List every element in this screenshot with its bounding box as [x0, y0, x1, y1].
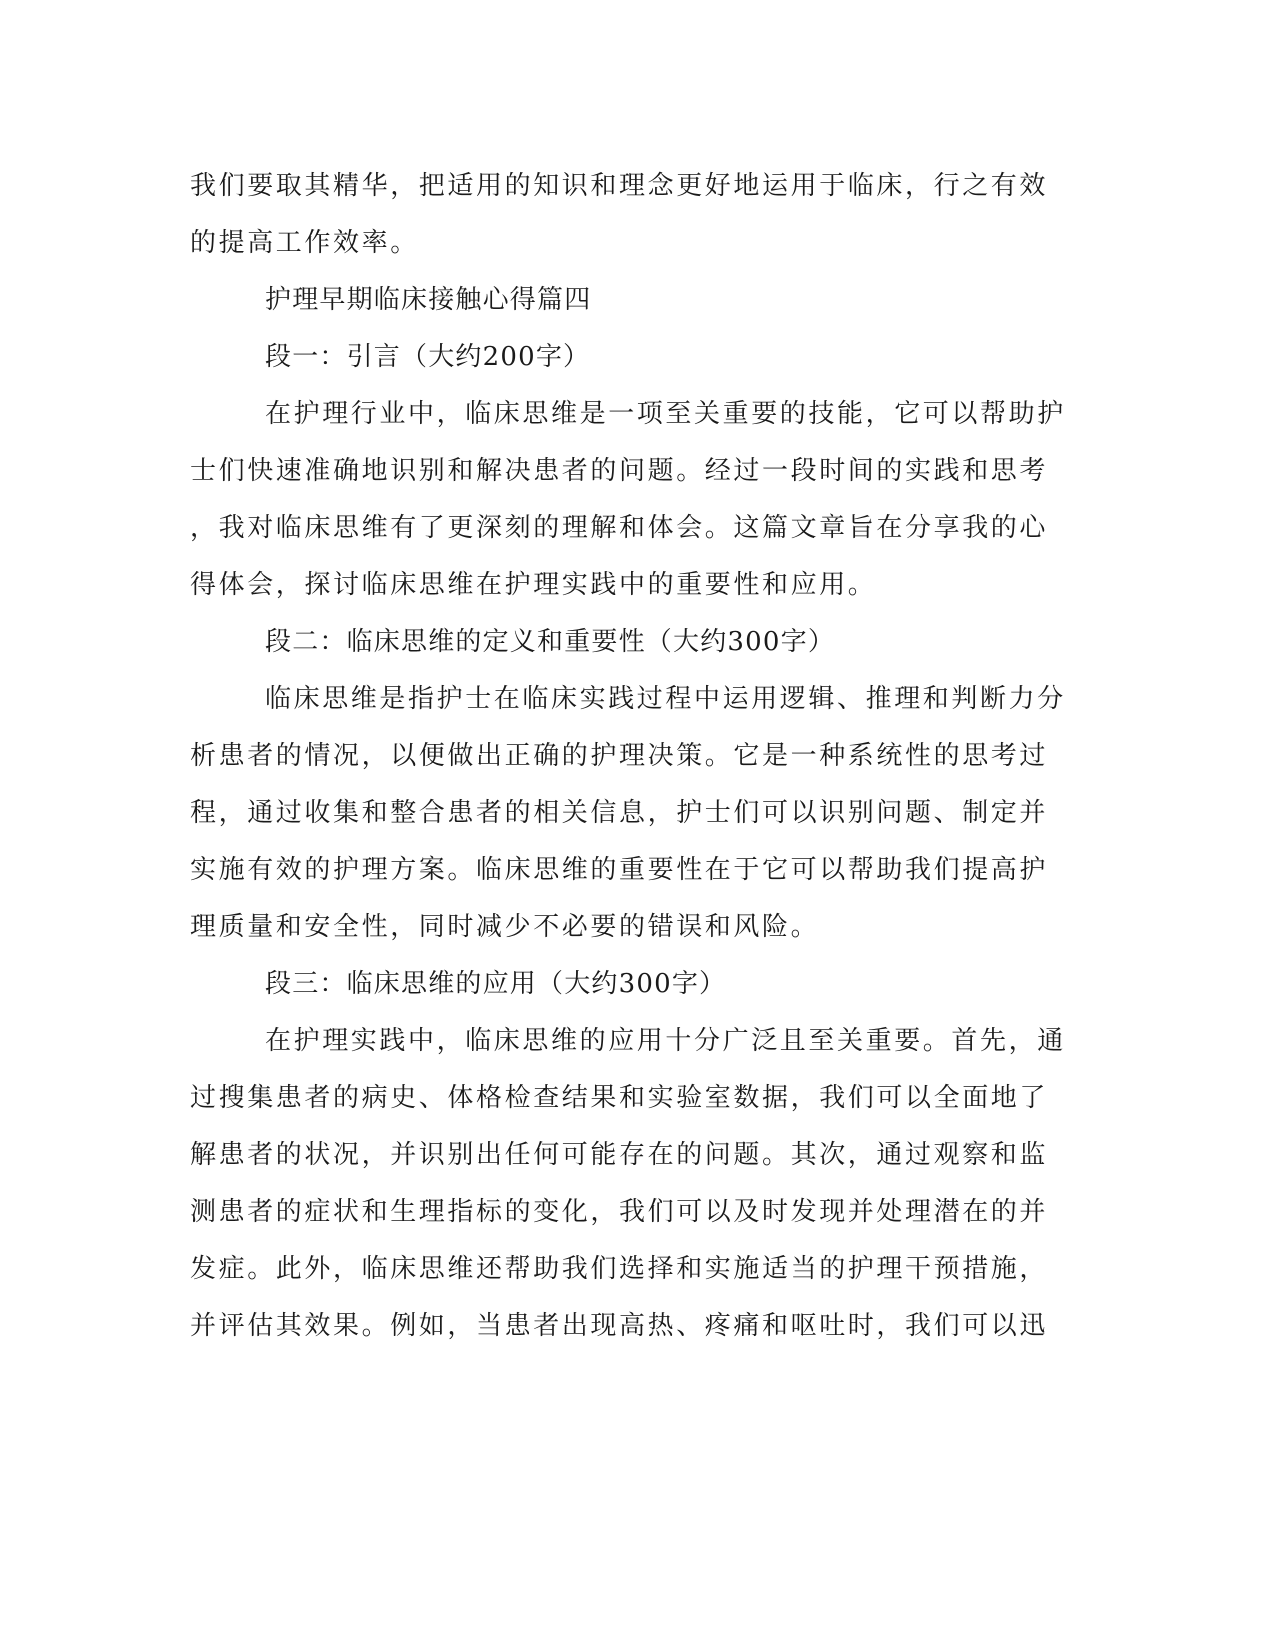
text-line: 发症。此外，临床思维还帮助我们选择和实施适当的护理干预措施，: [190, 1254, 1049, 1284]
text-line: 解患者的状况，并识别出任何可能存在的问题。其次，通过观察和监: [190, 1140, 1049, 1170]
text-line: 测患者的症状和生理指标的变化，我们可以及时发现并处理潜在的并: [190, 1197, 1049, 1227]
section-heading-intro: 段一：引言（大约200字）: [265, 342, 591, 372]
text-line: 过搜集患者的病史、体格检查结果和实验室数据，我们可以全面地了: [190, 1083, 1049, 1113]
text-line: 实施有效的护理方案。临床思维的重要性在于它可以帮助我们提高护: [190, 855, 1049, 885]
section-heading-definition: 段二：临床思维的定义和重要性（大约300字）: [265, 627, 836, 657]
text-line: ，我对临床思维有了更深刻的理解和体会。这篇文章旨在分享我的心: [190, 513, 1049, 543]
text-line: 在护理行业中，临床思维是一项至关重要的技能，它可以帮助护: [265, 399, 1066, 429]
document-body: [190, 158, 1080, 1355]
text-line: 士们快速准确地识别和解决患者的问题。经过一段时间的实践和思考: [190, 456, 1049, 486]
section-title: 护理早期临床接触心得篇四: [265, 285, 592, 315]
text-line: 理质量和安全性，同时减少不必要的错误和风险。: [190, 912, 820, 942]
text-line: 临床思维是指护士在临床实践过程中运用逻辑、推理和判断力分: [265, 684, 1066, 714]
text-line: 程，通过收集和整合患者的相关信息，护士们可以识别问题、制定并: [190, 798, 1049, 828]
text-line: 在护理实践中，临床思维的应用十分广泛且至关重要。首先，通: [265, 1026, 1066, 1056]
text-line: 得体会，探讨临床思维在护理实践中的重要性和应用。: [190, 570, 877, 600]
text-line: 并评估其效果。例如，当患者出现高热、疼痛和呕吐时，我们可以迅: [190, 1311, 1049, 1341]
text-line: 我们要取其精华，把适用的知识和理念更好地运用于临床，行之有效: [190, 171, 1049, 201]
text-line: 的提高工作效率。: [190, 228, 419, 258]
text-line: 析患者的情况，以便做出正确的护理决策。它是一种系统性的思考过: [190, 741, 1049, 771]
section-heading-application: 段三：临床思维的应用（大约300字）: [265, 969, 727, 999]
